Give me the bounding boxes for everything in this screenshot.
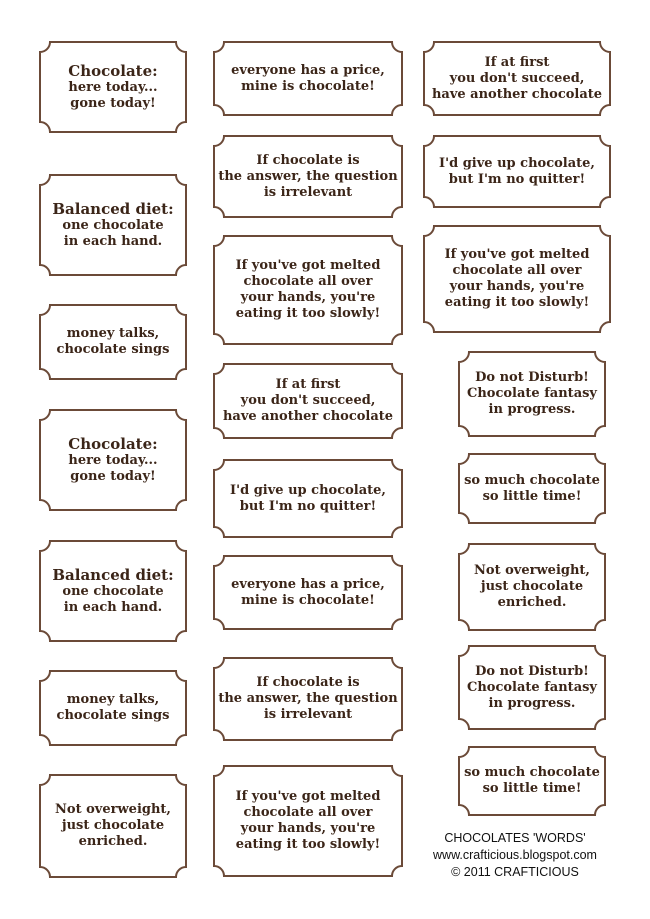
label xyxy=(213,41,403,116)
label-text xyxy=(213,377,403,425)
label xyxy=(39,540,187,642)
label-text xyxy=(220,483,396,515)
label-line: If at first xyxy=(484,54,550,70)
label-heading: Chocolate: xyxy=(68,435,158,453)
label-text xyxy=(47,326,180,358)
label-line: eating it too slowly! xyxy=(235,306,381,321)
label xyxy=(213,363,403,439)
label xyxy=(458,746,606,816)
label-line: chocolate sings xyxy=(56,708,170,723)
label-text xyxy=(226,789,391,853)
label xyxy=(458,453,606,524)
label-line: but I'm no quitter! xyxy=(448,171,586,187)
label-text xyxy=(58,62,167,112)
label-line: one chocolate xyxy=(62,584,164,599)
label-line: money talks, xyxy=(66,326,160,341)
label-line: so much chocolate xyxy=(464,472,600,488)
label xyxy=(213,135,403,218)
label xyxy=(458,543,606,631)
label-line: here today... xyxy=(68,80,158,95)
label-text xyxy=(429,156,605,188)
label xyxy=(39,774,187,878)
label-line: Chocolate fantasy xyxy=(467,679,597,695)
label-heading: Balanced diet: xyxy=(52,200,174,218)
label-line: everyone has a price, xyxy=(231,62,385,78)
label-line: in progress. xyxy=(488,695,576,711)
label-line: If you've got melted xyxy=(235,258,381,273)
label-text xyxy=(454,473,610,505)
label-line: I'd give up chocolate, xyxy=(230,482,386,498)
label xyxy=(213,459,403,538)
label xyxy=(213,235,403,345)
label-line: If at first xyxy=(275,377,341,392)
label-text xyxy=(208,675,407,723)
label-line: eating it too slowly! xyxy=(235,837,381,852)
label xyxy=(39,670,187,746)
label-line: the answer, the question xyxy=(218,168,398,184)
label xyxy=(213,765,403,877)
label-line: mine is chocolate! xyxy=(241,78,375,94)
label-text xyxy=(435,247,600,311)
label xyxy=(213,657,403,741)
label-heading: Chocolate: xyxy=(68,62,158,80)
label-line: Do not Disturb! xyxy=(475,663,589,679)
label-text xyxy=(457,370,607,418)
label-text xyxy=(45,802,181,850)
label-line: you don't succeed, xyxy=(240,393,376,408)
label-text xyxy=(454,765,610,797)
label xyxy=(39,304,187,380)
label-line: enriched. xyxy=(78,834,148,849)
label xyxy=(39,174,187,276)
label-line: your hands, you're xyxy=(240,290,376,305)
label-text xyxy=(457,664,607,712)
label-line: your hands, you're xyxy=(240,821,376,836)
label xyxy=(423,225,611,333)
label-line: chocolate all over xyxy=(243,274,373,289)
label-line: one chocolate xyxy=(62,218,164,233)
label-line: in each hand. xyxy=(63,234,163,249)
label-line: chocolate sings xyxy=(56,342,170,357)
label-text xyxy=(208,153,407,201)
label-line: is irrelevant xyxy=(263,707,353,722)
label-line: mine is chocolate! xyxy=(241,592,375,608)
label-line: have another chocolate xyxy=(431,86,603,102)
label-line: the answer, the question xyxy=(218,691,398,706)
label-line: Chocolate fantasy xyxy=(467,386,597,401)
label-line: but I'm no quitter! xyxy=(239,498,377,514)
label-text xyxy=(464,563,600,611)
label-text xyxy=(221,577,395,609)
footer-copyright: © 2011 CRAFTICIOUS xyxy=(451,865,579,879)
label-line: your hands, you're xyxy=(449,279,585,294)
label-text xyxy=(226,258,391,322)
label-line: Not overweight, xyxy=(474,563,590,578)
label-line: I'd give up chocolate, xyxy=(439,155,595,171)
label-text xyxy=(58,435,167,485)
label-text xyxy=(221,63,395,95)
label xyxy=(39,409,187,511)
label-line: gone today! xyxy=(70,96,156,111)
label-line: chocolate all over xyxy=(243,805,373,820)
label-line: in progress. xyxy=(488,402,576,417)
label xyxy=(458,645,606,730)
label-text xyxy=(42,200,183,250)
label xyxy=(423,135,611,208)
label-line: If chocolate is xyxy=(256,152,360,168)
label xyxy=(39,41,187,133)
label-line: everyone has a price, xyxy=(231,576,385,592)
label-line: here today... xyxy=(68,453,158,468)
label-text xyxy=(47,692,180,724)
label-line: enriched. xyxy=(497,595,567,610)
label-line: have another chocolate xyxy=(222,409,394,424)
label-line: in each hand. xyxy=(63,600,163,615)
label-line: Not overweight, xyxy=(55,802,171,817)
label-heading: Balanced diet: xyxy=(52,566,174,584)
label-line: just chocolate xyxy=(61,818,165,833)
label-line: you don't succeed, xyxy=(449,70,585,86)
label-line: just chocolate xyxy=(480,579,584,594)
label-line: so much chocolate xyxy=(464,765,600,780)
label-line: Do not Disturb! xyxy=(475,370,589,385)
label-line: gone today! xyxy=(70,469,156,484)
footer-url: www.crafticious.blogspot.com xyxy=(433,848,597,862)
label-line: chocolate all over xyxy=(452,263,582,278)
label-text xyxy=(42,566,183,616)
label-line: eating it too slowly! xyxy=(444,295,590,310)
label-line: so little time! xyxy=(482,781,582,796)
footer-title: CHOCOLATES 'WORDS' xyxy=(444,831,586,845)
footer-credit xyxy=(420,830,610,881)
label-line: If chocolate is xyxy=(256,675,360,690)
label xyxy=(213,555,403,630)
label-line: money talks, xyxy=(66,692,160,707)
label xyxy=(458,351,606,437)
label xyxy=(423,41,611,116)
label-line: is irrelevant xyxy=(263,184,353,200)
label-line: If you've got melted xyxy=(235,789,381,804)
label-text xyxy=(422,55,612,103)
label-line: If you've got melted xyxy=(444,247,590,262)
label-line: so little time! xyxy=(482,488,582,504)
